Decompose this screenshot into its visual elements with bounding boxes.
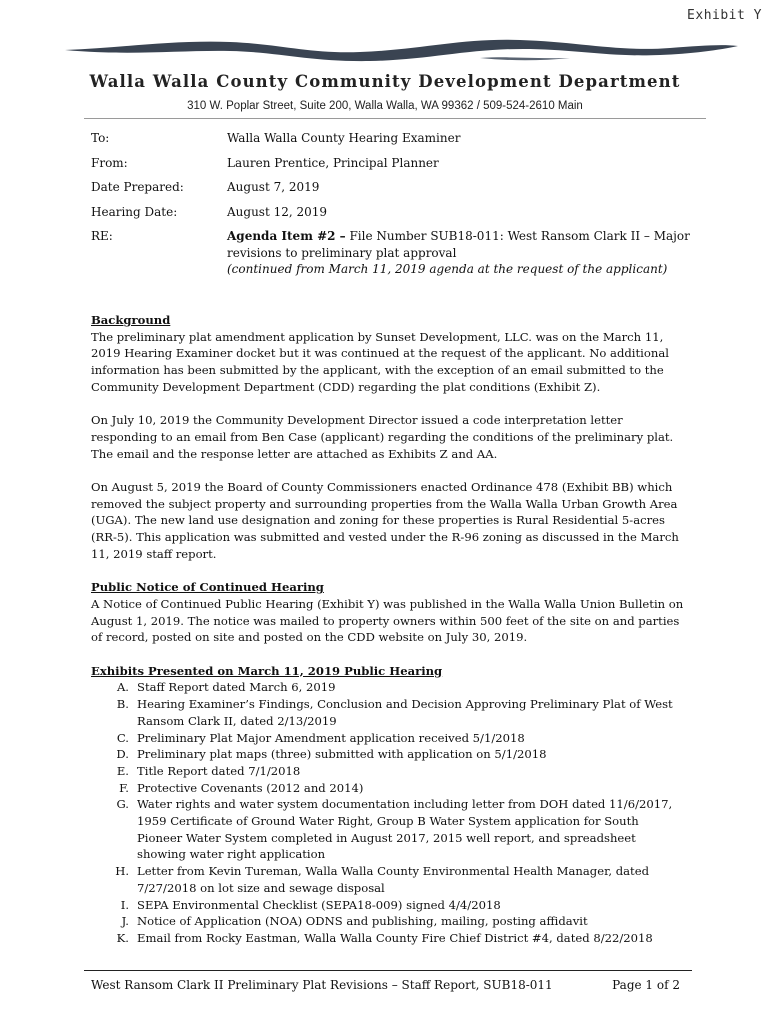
to-label: To:	[91, 131, 110, 145]
exhibit-letter: C.	[116, 730, 129, 745]
exhibit-item	[91, 746, 687, 763]
memo-row-re	[91, 228, 691, 278]
department-address: 310 W. Poplar Street, Suite 200, Walla Walla, WA 99362 / 509-524-2610 Main	[187, 100, 583, 112]
exhibit-list	[91, 679, 687, 946]
exhibit-letter: D.	[116, 747, 129, 762]
exhibit-item	[91, 863, 687, 896]
public-notice-heading: Public Notice of Continued Hearing	[91, 580, 324, 595]
exhibit-text: Letter from Kevin Tureman, Walla Walla County Environmental Health Manager, dated 7/27/2018 on lot size and sewage disposal	[137, 864, 649, 895]
memo-row-to	[91, 130, 691, 147]
exhibit-item	[91, 696, 687, 729]
memo-row-from	[91, 155, 691, 172]
exhibit-text: Notice of Application (NOA) ODNS and publishing, mailing, posting affidavit	[137, 914, 588, 929]
exhibit-tag: Exhibit Y	[687, 8, 762, 23]
background-heading: Background	[91, 313, 171, 327]
memo-row-date-prepared	[91, 179, 691, 196]
footer-report-title: West Ransom Clark II Preliminary Plat Revisions – Staff Report, SUB18-011	[91, 978, 553, 992]
department-name: Walla Walla County Community Development Department	[89, 72, 681, 91]
exhibit-item	[91, 763, 687, 780]
exhibit-item	[91, 796, 687, 863]
exhibit-text: Protective Covenants (2012 and 2014)	[137, 780, 364, 795]
memo-row-hearing-date	[91, 204, 691, 221]
exhibit-text: Title Report dated 7/1/2018	[137, 763, 301, 778]
exhibit-letter: H.	[115, 864, 129, 879]
hearing-date-value: August 12, 2019	[227, 204, 328, 219]
exhibits-heading: Exhibits Presented on March 11, 2019 Public Hearing	[91, 663, 443, 678]
exhibit-item	[91, 897, 687, 914]
re-value	[227, 228, 691, 278]
public-notice-paragraph: A Notice of Continued Public Hearing (Exhibit Y) was published in the Walla Walla Union Bulletin on August 1, 2019. The notice was mailed to property owners within 500 feet of the site on and parties of record, posted on site and posted on the CDD website on July 30, 2019.	[91, 596, 684, 645]
exhibit-letter: J.	[121, 914, 129, 929]
re-agenda-item: Agenda Item #2 –	[227, 229, 346, 243]
exhibit-letter: I.	[120, 897, 129, 912]
exhibit-item	[91, 679, 687, 696]
from-value: Lauren Prentice, Principal Planner	[227, 155, 439, 170]
background-paragraph-2: On July 10, 2019 the Community Development Director issued a code interpretation letter responding to an email from Ben Case (applicant) regarding the conditions of the preliminary plat. The email and the response letter are attached as Exhibits Z and AA.	[91, 413, 674, 461]
exhibit-item	[91, 730, 687, 747]
re-label: RE:	[91, 229, 113, 243]
exhibit-letter: B.	[116, 697, 129, 712]
date-prepared-value: August 7, 2019	[227, 180, 320, 194]
background-paragraph-3: On August 5, 2019 the Board of County Commissioners enacted Ordinance 478 (Exhibit BB) which removed the subject property and surrounding properties from the Walla Walla Urban Growth Area (UGA). The new land use designation and zoning for these properties is Rural Residential 5-acres (RR-5). This application was submitted and vested under the R-96 zoning as discussed in the March 11, 2019 staff report.	[91, 480, 679, 561]
exhibit-text: Water rights and water system documentation including letter from DOH dated 11/6/2017, 1959 Certificate of Ground Water Right, Group B Water System application for South Pioneer Water System completed in August 2017, 2015 well report, and spreadsheet showing water right application	[137, 797, 673, 862]
exhibit-letter: E.	[116, 763, 129, 778]
re-subject: File Number SUB18-011: West Ransom Clark II – Major revisions to preliminary plat approval	[227, 229, 690, 260]
exhibit-letter: A.	[116, 680, 129, 695]
exhibit-item	[91, 930, 687, 947]
memo-header	[91, 130, 691, 286]
re-continued-note: (continued from March 11, 2019 agenda at the request of the applicant)	[227, 262, 668, 276]
exhibit-text: Hearing Examiner’s Findings, Conclusion and Decision Approving Preliminary Plat of West Ransom Clark II, dated 2/13/2019	[137, 697, 673, 728]
header-divider	[84, 118, 706, 119]
date-prepared-label: Date Prepared:	[91, 180, 184, 194]
page-number: Page 1 of 2	[612, 978, 680, 992]
exhibit-letter: F.	[119, 780, 129, 795]
exhibit-text: Email from Rocky Eastman, Walla Walla County Fire Chief District #4, dated 8/22/2018	[137, 930, 653, 945]
exhibit-text: Preliminary plat maps (three) submitted with application on 5/1/2018	[137, 747, 547, 762]
exhibit-item	[91, 913, 687, 930]
department-logo-wave	[60, 28, 740, 68]
exhibit-letter: G.	[116, 797, 129, 812]
background-paragraph-1: The preliminary plat amendment application by Sunset Development, LLC. was on the March 11, 2019 Hearing Examiner docket but it was continued at the request of the applicant. No additional information has been submitted by the applicant, with the exception of an email submitted to the Community Development Department (CDD) regarding the plat conditions (Exhibit Z).	[91, 329, 669, 394]
from-label: From:	[91, 155, 128, 170]
exhibit-text: Preliminary Plat Major Amendment application received 5/1/2018	[137, 730, 525, 745]
exhibit-text: Staff Report dated March 6, 2019	[137, 680, 336, 695]
hearing-date-label: Hearing Date:	[91, 204, 178, 219]
exhibit-text: SEPA Environmental Checklist (SEPA18-009) signed 4/4/2018	[137, 897, 501, 912]
report-body	[91, 312, 687, 947]
footer-divider	[84, 970, 692, 971]
to-value: Walla Walla County Hearing Examiner	[227, 131, 461, 145]
exhibit-item	[91, 780, 687, 797]
exhibit-letter: K.	[116, 930, 129, 945]
